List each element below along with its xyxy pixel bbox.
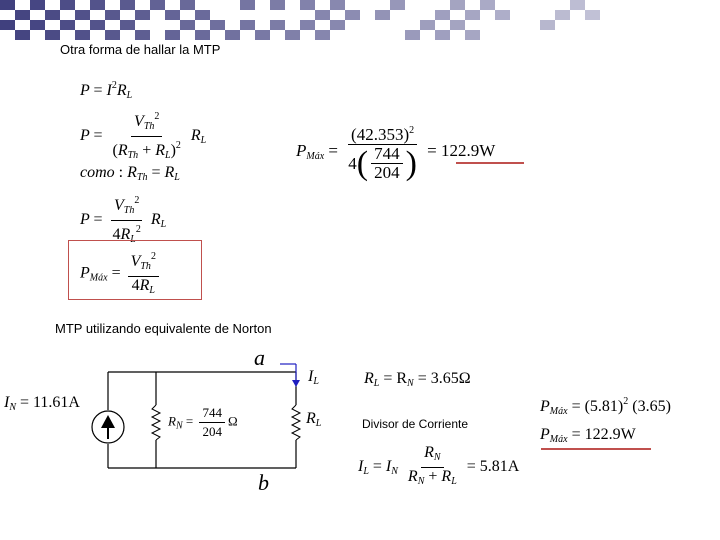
eq-pmax-norton: $P_{Máx} = (5.81)^2$ (3.65) (540, 396, 671, 417)
eq-p-full: P = $\frac{V_{Th}^2}{(R_{Th} + R_L)^2}$ $R_L$ (80, 108, 206, 165)
eq-p-simplified: P = $\frac{V_{Th}^2}{4R_L^2}$ $R_L$ (80, 192, 166, 249)
il-label: $I_L$ (308, 368, 319, 387)
heading-norton: MTP utilizando equivalente de Norton (55, 321, 272, 336)
eq-il-divisor: $I_L = I_N$ $\frac{R_N}{R_N + R_L}$ = 5.81A (358, 444, 520, 487)
rl-label: $R_L$ (306, 410, 322, 429)
norton-result-underline (541, 448, 651, 450)
eq-pmax-norton-result: $P_{Máx} = 122.9W$ (540, 426, 636, 445)
eq-como: como : $R_{Th} = R_L$ (80, 164, 180, 183)
divisor-label: Divisor de Corriente (362, 417, 469, 431)
eq-rl-rn: $R_L = R_N = 3.65\Omega$ (364, 370, 471, 389)
eq-p-i2rl: $P = I^2R_L$ (80, 80, 133, 101)
eq-pmax-numeric: $P_{Máx}$ = $(42.353)^2$ 4 ( $\frac{744}{204}$ ) = 122.9W (296, 122, 495, 182)
rn-value: $R_N$ = $\frac{744}{204}$ Ω (168, 405, 238, 439)
eq-pmax-formula: $P_{Máx}$ = $\frac{V_{Th}^2}{4R_L}$ (80, 248, 162, 300)
node-a-label: a (254, 345, 265, 370)
in-value: $I_N = 11.61A$ (4, 394, 80, 413)
decorative-strip (0, 0, 720, 40)
heading-otra-forma: Otra forma de hallar la MTP (60, 42, 221, 57)
result-underline (456, 162, 524, 164)
node-b-label: b (258, 470, 269, 495)
